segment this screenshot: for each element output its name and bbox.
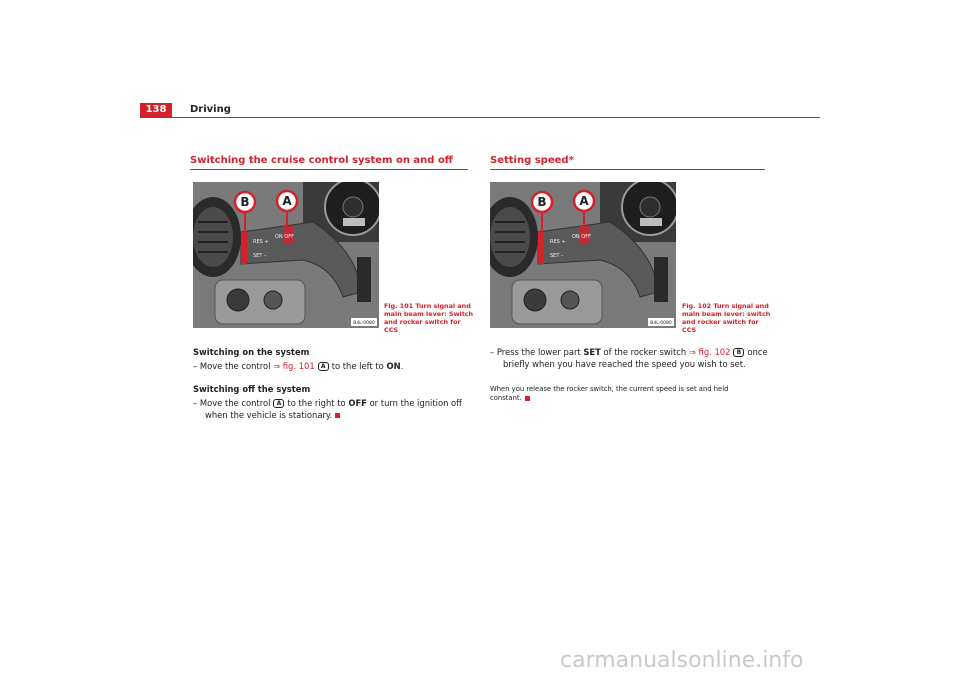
control-badge-a: A xyxy=(273,399,284,408)
end-of-section-icon xyxy=(525,396,530,401)
figure-code: B4L-0080 xyxy=(650,321,672,326)
header-rule xyxy=(140,117,820,118)
dashboard-lever-illustration xyxy=(490,182,676,328)
watermark: carmanualsonline.info xyxy=(560,648,804,673)
step-text: of the rocker switch xyxy=(603,347,687,357)
step-text: once xyxy=(747,347,768,357)
page-number: 138 xyxy=(140,103,172,117)
section-rule-left xyxy=(190,169,468,170)
figure-label-b: B xyxy=(240,195,250,209)
subheading-switch-on: Switching on the system xyxy=(193,347,310,357)
step-switch-off-line2 xyxy=(205,410,340,422)
figure-label-a: A xyxy=(282,194,292,208)
value-on: ON xyxy=(386,361,401,371)
figure-reference-link[interactable]: ⇒ fig. 102 xyxy=(688,347,731,357)
control-badge-a: A xyxy=(318,362,329,371)
section-title-cruise-on-off: Switching the cruise control system on and off xyxy=(190,155,453,166)
figure-102 xyxy=(490,182,676,328)
step-switch-off xyxy=(193,398,463,410)
step-set-speed xyxy=(490,347,770,359)
subheading-switch-off: Switching off the system xyxy=(193,384,311,394)
figure-label-a: A xyxy=(579,194,589,208)
svg-text:ON OFF: ON OFF xyxy=(275,234,294,240)
note-text xyxy=(490,385,760,403)
svg-text:ON OFF: ON OFF xyxy=(572,234,591,240)
svg-text:RES +: RES + xyxy=(253,239,269,245)
step-text: when the vehicle is stationary. xyxy=(205,410,333,420)
figure-label-b: B xyxy=(537,195,547,209)
control-badge-b: B xyxy=(733,348,744,357)
figure-code: B4L-0080 xyxy=(353,321,375,326)
step-text: – Move the control xyxy=(193,361,271,371)
figure-caption: Fig. 102 Turn signal and main beam lever: switch and rocker switch for CCS xyxy=(682,302,771,334)
step-set-speed-line2: briefly when you have reached the speed you wish to set. xyxy=(503,359,746,369)
figure-caption: Fig. 101 Turn signal and main beam lever: Switch and rocker switch for CCS xyxy=(384,302,474,334)
note-body: When you release the rocker switch, the current speed is set and held constant. xyxy=(490,385,729,402)
value-set: SET xyxy=(583,347,601,357)
section-rule-right xyxy=(490,169,765,170)
step-text: – Press the lower part xyxy=(490,347,581,357)
svg-text:RES +: RES + xyxy=(550,239,566,245)
value-off: OFF xyxy=(348,398,367,408)
step-text: to the right to xyxy=(287,398,346,408)
section-title-setting-speed: Setting speed* xyxy=(490,155,574,166)
step-switch-on: – Move the control ⇒ fig. 101 A to the left to ON. xyxy=(193,361,404,371)
svg-text:SET –: SET – xyxy=(253,253,267,259)
end-of-section-icon xyxy=(335,413,340,418)
step-text: – Move the control xyxy=(193,398,271,408)
page-header-title: Driving xyxy=(190,104,231,115)
step-text: or turn the ignition off xyxy=(369,398,462,408)
figure-101 xyxy=(193,182,379,328)
figure-reference-link[interactable]: ⇒ fig. 101 xyxy=(273,361,315,371)
step-text: to the left to xyxy=(331,361,384,371)
svg-text:SET –: SET – xyxy=(550,253,564,259)
dashboard-lever-illustration xyxy=(193,182,379,328)
